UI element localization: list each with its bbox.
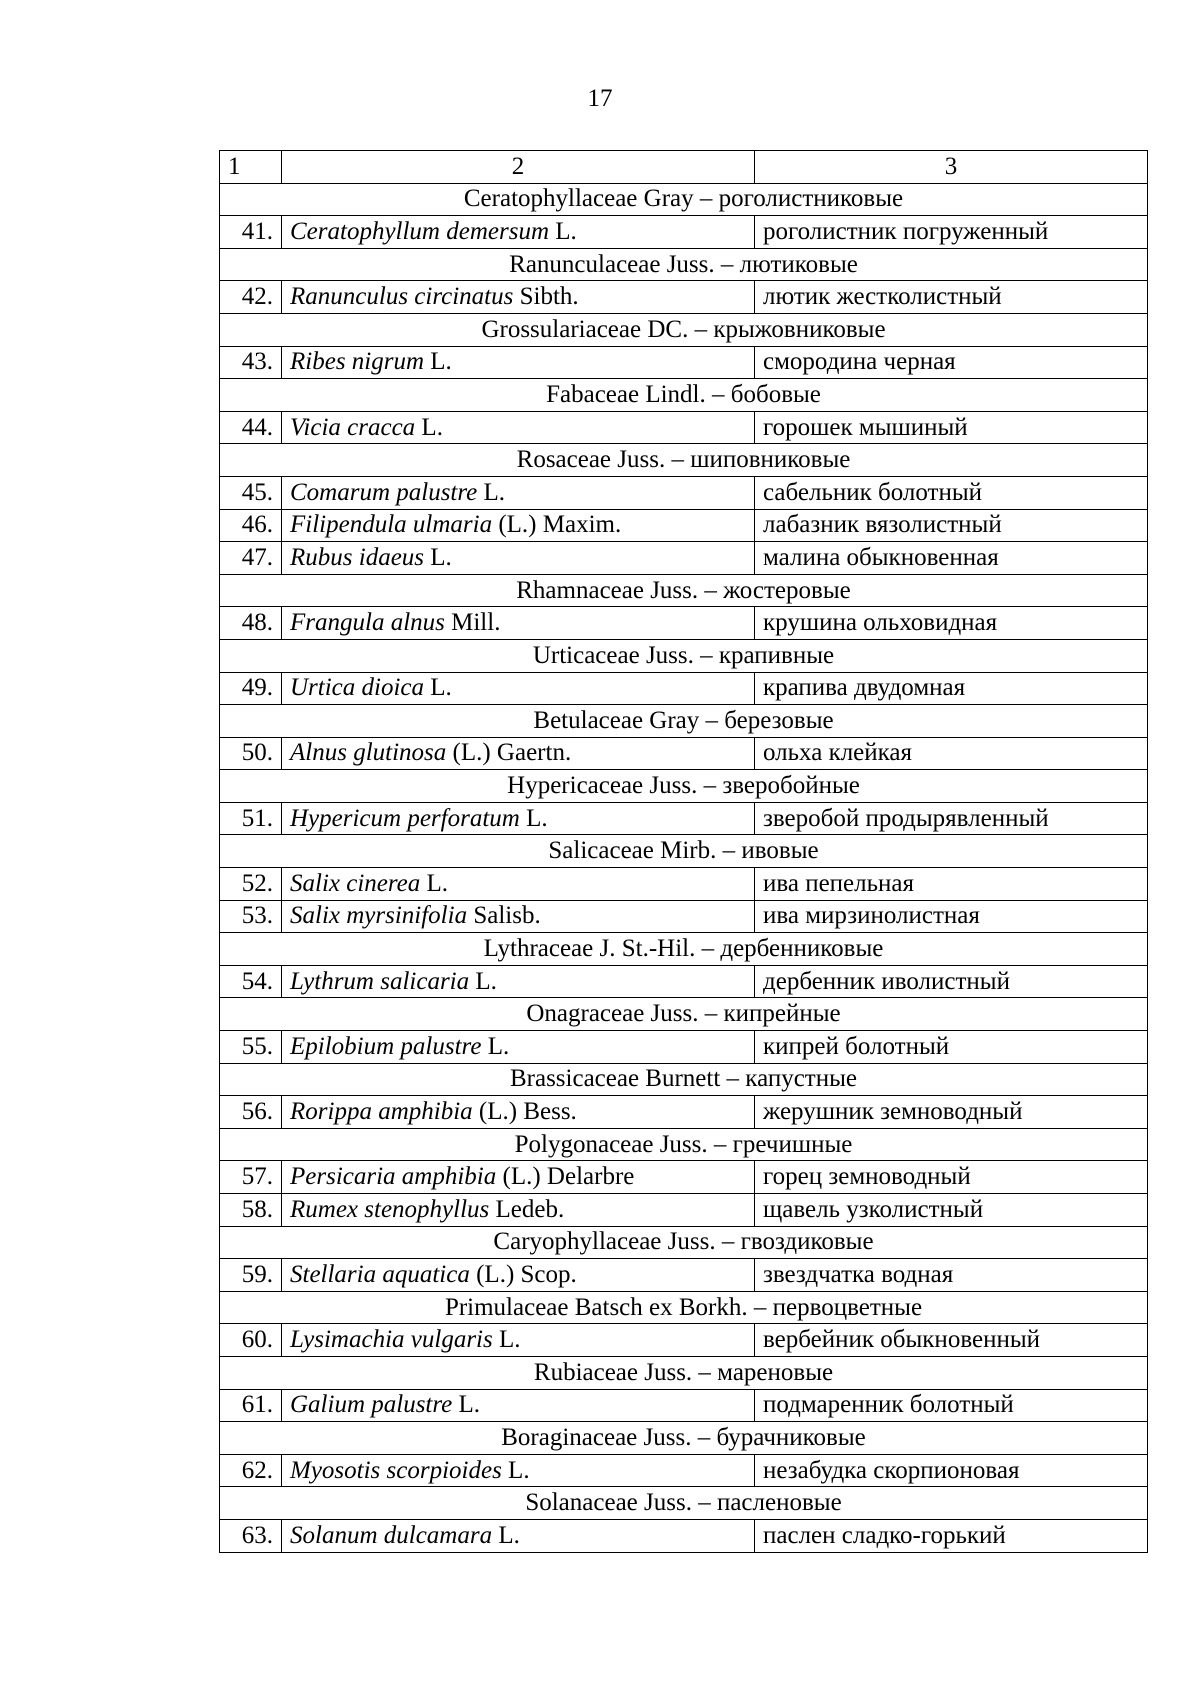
table-body	[220, 151, 1148, 1553]
latin-name	[282, 509, 755, 542]
latin-name	[282, 542, 755, 575]
russian-name: лабазник вязолистный	[755, 509, 1148, 542]
family-row	[220, 933, 1148, 966]
author-abbreviation: L.	[519, 804, 548, 832]
family-name: Rosaceae Juss. – шиповниковые	[220, 444, 1148, 477]
table-row	[220, 1389, 1148, 1422]
family-row	[220, 379, 1148, 412]
table-row	[220, 737, 1148, 770]
genus-species: Rubus idaeus	[290, 543, 425, 571]
author-abbreviation: L.	[477, 478, 506, 506]
header-col-1: 1	[220, 151, 282, 184]
table-row	[220, 1454, 1148, 1487]
author-abbreviation: L.	[469, 967, 497, 995]
row-number: 42.	[220, 281, 282, 314]
row-number: 63.	[220, 1519, 282, 1552]
russian-name: малина обыкновенная	[755, 542, 1148, 575]
author-abbreviation: Sibth.	[513, 283, 579, 311]
russian-name: горец земноводный	[755, 1161, 1148, 1194]
family-name: Boraginaceae Juss. – бурачниковые	[220, 1422, 1148, 1455]
row-number: 62.	[220, 1454, 282, 1487]
author-abbreviation: L.	[424, 543, 452, 571]
russian-name: зверобой продырявленный	[755, 802, 1148, 835]
row-number: 49.	[220, 672, 282, 705]
table-row	[220, 1324, 1148, 1357]
latin-name	[282, 1161, 755, 1194]
genus-species: Salix myrsinifolia	[290, 902, 468, 930]
row-number: 46.	[220, 509, 282, 542]
family-name: Betulaceae Gray – березовые	[220, 705, 1148, 738]
table-row	[220, 346, 1148, 379]
latin-name	[282, 1389, 755, 1422]
table-row	[220, 1031, 1148, 1064]
family-name: Caryophyllaceae Juss. – гвоздиковые	[220, 1226, 1148, 1259]
row-number: 48.	[220, 607, 282, 640]
author-abbreviation: L.	[481, 1032, 510, 1060]
russian-name: ольха клейкая	[755, 737, 1148, 770]
russian-name: жерушник земноводный	[755, 1096, 1148, 1129]
family-name: Onagraceae Juss. – кипрейные	[220, 998, 1148, 1031]
family-row	[220, 1063, 1148, 1096]
family-name: Polygonaceae Juss. – гречишные	[220, 1128, 1148, 1161]
family-name: Ranunculaceae Juss. – лютиковые	[220, 248, 1148, 281]
family-name: Rubiaceae Juss. – мареновые	[220, 1356, 1148, 1389]
latin-name	[282, 476, 755, 509]
author-abbreviation: L.	[420, 869, 449, 897]
genus-species: Ranunculus circinatus	[290, 283, 514, 311]
family-row	[220, 1356, 1148, 1389]
author-abbreviation: L.	[415, 413, 443, 441]
family-row	[220, 1226, 1148, 1259]
latin-name	[282, 216, 755, 249]
family-row	[220, 313, 1148, 346]
family-name: Primulaceae Batsch ex Borkh. – первоцветные	[220, 1291, 1148, 1324]
genus-species: Ceratophyllum demersum	[290, 217, 549, 245]
family-row	[220, 248, 1148, 281]
author-abbreviation: L.	[492, 1521, 520, 1549]
russian-name: щавель узколистный	[755, 1194, 1148, 1227]
author-abbreviation: Salisb.	[467, 902, 541, 930]
russian-name: смородина черная	[755, 346, 1148, 379]
table-row	[220, 1194, 1148, 1227]
row-number: 41.	[220, 216, 282, 249]
table-row	[220, 281, 1148, 314]
family-name: Ceratophyllaceae Gray – роголистниковые	[220, 183, 1148, 216]
latin-name	[282, 1096, 755, 1129]
row-number: 45.	[220, 476, 282, 509]
family-row	[220, 835, 1148, 868]
table-row	[220, 1259, 1148, 1292]
genus-species: Solanum dulcamara	[290, 1521, 493, 1549]
genus-species: Epilobium palustre	[290, 1032, 482, 1060]
latin-name	[282, 346, 755, 379]
latin-name	[282, 607, 755, 640]
table-row	[220, 868, 1148, 901]
family-row	[220, 998, 1148, 1031]
latin-name	[282, 737, 755, 770]
author-abbreviation: L.	[452, 1391, 481, 1419]
author-abbreviation: (L.) Gaertn.	[446, 739, 572, 767]
row-number: 57.	[220, 1161, 282, 1194]
row-number: 47.	[220, 542, 282, 575]
page-number: 17	[587, 85, 613, 112]
russian-name: роголистник погруженный	[755, 216, 1148, 249]
family-row	[220, 183, 1148, 216]
genus-species: Frangula alnus	[290, 609, 445, 637]
author-abbreviation: Ledeb.	[489, 1195, 565, 1223]
family-name: Rhamnaceae Juss. – жостеровые	[220, 574, 1148, 607]
row-number: 44.	[220, 411, 282, 444]
family-name: Fabaceae Lindl. – бобовые	[220, 379, 1148, 412]
row-number: 51.	[220, 802, 282, 835]
family-name: Solanaceae Juss. – пасленовые	[220, 1487, 1148, 1520]
russian-name: лютик жестколистный	[755, 281, 1148, 314]
header-row	[220, 151, 1148, 184]
russian-name: ива пепельная	[755, 868, 1148, 901]
genus-species: Filipendula ulmaria	[290, 511, 493, 539]
latin-name	[282, 802, 755, 835]
author-abbreviation: L.	[492, 1326, 521, 1354]
table-row	[220, 672, 1148, 705]
family-row	[220, 574, 1148, 607]
genus-species: Ribes nigrum	[290, 348, 425, 376]
latin-name	[282, 1194, 755, 1227]
row-number: 52.	[220, 868, 282, 901]
row-number: 55.	[220, 1031, 282, 1064]
table-row	[220, 411, 1148, 444]
latin-name	[282, 281, 755, 314]
table-row	[220, 216, 1148, 249]
latin-name	[282, 411, 755, 444]
latin-name	[282, 1259, 755, 1292]
table-row	[220, 542, 1148, 575]
genus-species: Stellaria aquatica	[290, 1260, 470, 1288]
genus-species: Hypericum perforatum	[290, 804, 520, 832]
family-row	[220, 1487, 1148, 1520]
latin-name	[282, 1454, 755, 1487]
family-row	[220, 444, 1148, 477]
row-number: 54.	[220, 965, 282, 998]
family-name: Grossulariaceae DC. – крыжовниковые	[220, 313, 1148, 346]
russian-name: незабудка скорпионовая	[755, 1454, 1148, 1487]
table-row	[220, 802, 1148, 835]
author-abbreviation: (L.) Scop.	[469, 1260, 577, 1288]
table-row	[220, 1096, 1148, 1129]
table-row	[220, 1161, 1148, 1194]
family-name: Salicaceae Mirb. – ивовые	[220, 835, 1148, 868]
row-number: 43.	[220, 346, 282, 379]
family-row	[220, 1128, 1148, 1161]
author-abbreviation: L.	[424, 348, 452, 376]
latin-name	[282, 868, 755, 901]
family-row	[220, 639, 1148, 672]
genus-species: Persicaria amphibia	[290, 1163, 497, 1191]
header-col-3: 3	[755, 151, 1148, 184]
row-number: 56.	[220, 1096, 282, 1129]
table-row	[220, 509, 1148, 542]
russian-name: дербенник иволистный	[755, 965, 1148, 998]
genus-species: Lythrum salicaria	[290, 967, 470, 995]
russian-name: сабельник болотный	[755, 476, 1148, 509]
latin-name	[282, 1519, 755, 1552]
latin-name	[282, 1031, 755, 1064]
author-abbreviation: (L.) Maxim.	[492, 511, 622, 539]
genus-species: Alnus glutinosa	[290, 739, 447, 767]
table-row	[220, 476, 1148, 509]
latin-name	[282, 1324, 755, 1357]
genus-species: Comarum palustre	[290, 478, 478, 506]
family-row	[220, 705, 1148, 738]
author-abbreviation: L.	[501, 1456, 530, 1484]
row-number: 53.	[220, 900, 282, 933]
table-row	[220, 1519, 1148, 1552]
family-row	[220, 770, 1148, 803]
russian-name: горошек мышиный	[755, 411, 1148, 444]
table-row	[220, 607, 1148, 640]
genus-species: Rumex stenophyllus	[290, 1195, 490, 1223]
family-name: Lythraceae J. St.-Hil. – дербенниковые	[220, 933, 1148, 966]
table-row	[220, 900, 1148, 933]
author-abbreviation: L.	[549, 217, 577, 245]
species-table	[219, 150, 1148, 1553]
russian-name: паслен сладко-горький	[755, 1519, 1148, 1552]
family-row	[220, 1291, 1148, 1324]
table-row	[220, 965, 1148, 998]
latin-name	[282, 965, 755, 998]
row-number: 59.	[220, 1259, 282, 1292]
genus-species: Vicia cracca	[290, 413, 416, 441]
latin-name	[282, 672, 755, 705]
row-number: 61.	[220, 1389, 282, 1422]
genus-species: Rorippa amphibia	[290, 1098, 473, 1126]
row-number: 60.	[220, 1324, 282, 1357]
russian-name: ива мирзинолистная	[755, 900, 1148, 933]
family-name: Brassicaceae Burnett – капустные	[220, 1063, 1148, 1096]
family-row	[220, 1422, 1148, 1455]
russian-name: крапива двудомная	[755, 672, 1148, 705]
family-name: Hypericaceae Juss. – зверобойные	[220, 770, 1148, 803]
genus-species: Urtica dioica	[290, 674, 425, 702]
genus-species: Lysimachia vulgaris	[290, 1326, 493, 1354]
russian-name: кипрей болотный	[755, 1031, 1148, 1064]
author-abbreviation: (L.) Bess.	[472, 1098, 577, 1126]
russian-name: вербейник обыкновенный	[755, 1324, 1148, 1357]
row-number: 58.	[220, 1194, 282, 1227]
header-col-2: 2	[282, 151, 755, 184]
author-abbreviation: Mill.	[444, 609, 501, 637]
latin-name	[282, 900, 755, 933]
author-abbreviation: (L.) Delarbre	[496, 1163, 635, 1191]
genus-species: Galium palustre	[290, 1391, 453, 1419]
genus-species: Myosotis scorpioides	[290, 1456, 502, 1484]
family-name: Urticaceae Juss. – крапивные	[220, 639, 1148, 672]
russian-name: подмаренник болотный	[755, 1389, 1148, 1422]
row-number: 50.	[220, 737, 282, 770]
russian-name: крушина ольховидная	[755, 607, 1148, 640]
genus-species: Salix cinerea	[290, 869, 421, 897]
author-abbreviation: L.	[424, 674, 452, 702]
russian-name: звездчатка водная	[755, 1259, 1148, 1292]
